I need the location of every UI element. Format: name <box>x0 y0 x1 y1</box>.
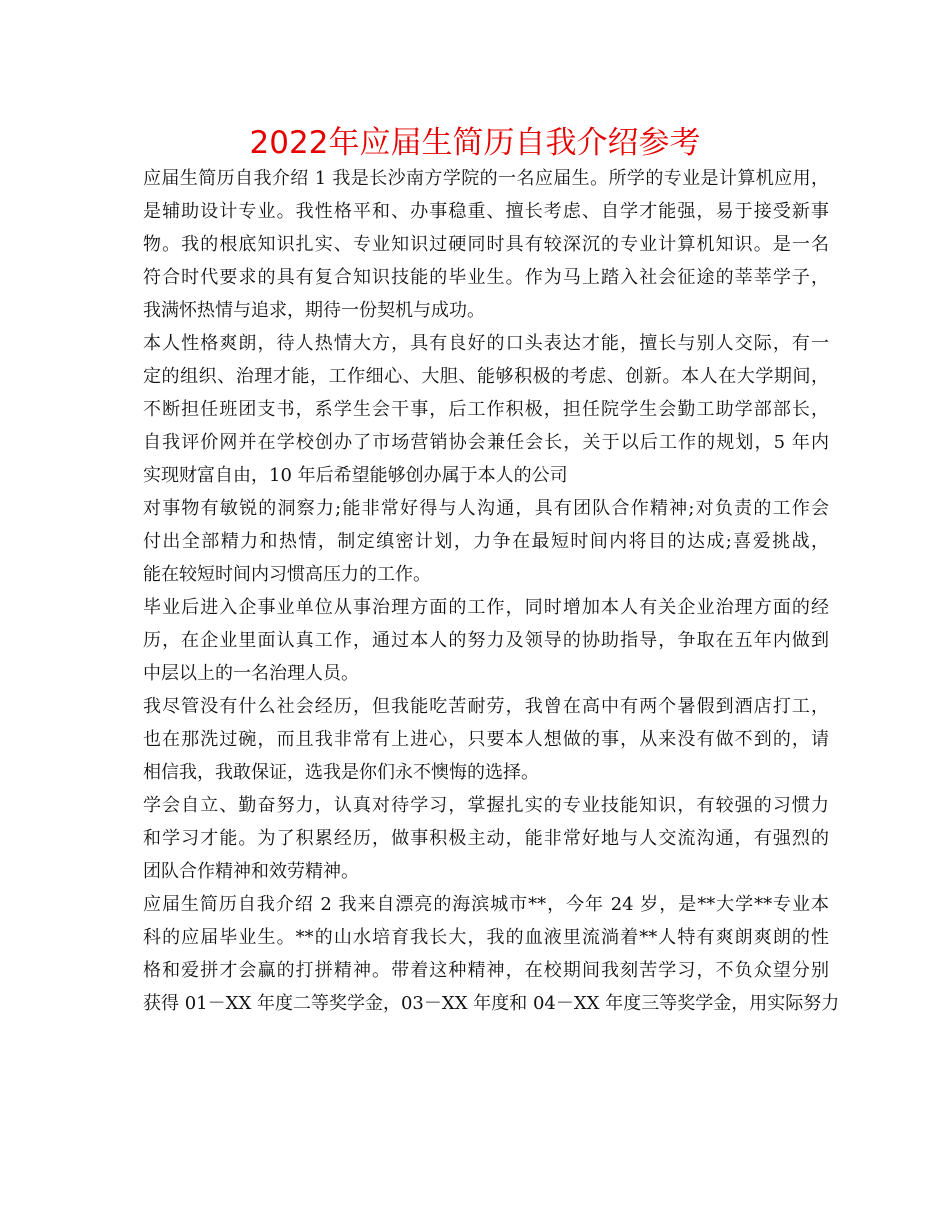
text-line: 付出全部精力和热情，制定缜密计划，力争在最短时间内将目的达成;喜爱挑战， <box>143 531 829 552</box>
text-line: 科的应届毕业生。**的山水培育我长大，我的血液里流淌着**人特有爽朗爽朗的性 <box>143 927 829 948</box>
text-line: 获得 01－XX 年度二等奖学金，03－XX 年度和 04－XX 年度三等奖学金，用实际努力 <box>143 993 840 1014</box>
text-line: 我尽管没有什么社会经历，但我能吃苦耐劳，我曾在高中有两个暑假到酒店打工， <box>143 696 829 717</box>
text-line: 是辅助设计专业。我性格平和、办事稳重、擅长考虑、自学才能强，易于接受新事 <box>143 201 829 222</box>
text-line: 本人性格爽朗，待人热情大方，具有良好的口头表达才能，擅长与别人交际，有一 <box>143 333 829 354</box>
text-line: 和学习才能。为了积累经历，做事积极主动，能非常好地与人交流沟通，有强烈的 <box>143 828 829 849</box>
text-line: 符合时代要求的具有复合知识技能的毕业生。作为马上踏入社会征途的莘莘学子， <box>143 267 829 288</box>
text-line: 格和爱拼才会赢的打拼精神。带着这种精神，在校期间我刻苦学习，不负众望分别 <box>143 960 829 981</box>
text-line: 实现财富自由，10 年后希望能够创办属于本人的公司 <box>143 465 568 486</box>
paragraph <box>143 327 829 492</box>
text-line: 也在那洗过碗，而且我非常有上进心，只要本人想做的事，从来没有做不到的，请 <box>143 729 829 750</box>
text-line: 我满怀热情与追求，期待一份契机与成功。 <box>143 300 485 321</box>
paragraph <box>143 888 840 1020</box>
document-body <box>143 162 840 1020</box>
paragraph <box>143 591 829 690</box>
paragraph <box>143 492 829 591</box>
document-title: 2022年应届生简历自我介绍参考 <box>249 125 701 161</box>
text-line: 应届生简历自我介绍 1 我是长沙南方学院的一名应届生。所学的专业是计算机应用， <box>143 168 829 189</box>
text-line: 相信我，我敢保证，选我是你们永不懊悔的选择。 <box>143 762 539 783</box>
text-line: 自我评价网并在学校创办了市场营销协会兼任会长，关于以后工作的规划，5 年内 <box>143 432 829 453</box>
text-line: 历，在企业里面认真工作，通过本人的努力及领导的协助指导，争取在五年内做到 <box>143 630 829 651</box>
text-line: 能在较短时间内习惯高压力的工作。 <box>143 564 431 585</box>
text-line: 应届生简历自我介绍 2 我来自漂亮的海滨城市**，今年 24 岁，是**大学**专业本 <box>143 894 829 915</box>
text-line: 物。我的根底知识扎实、专业知识过硬同时具有较深沉的专业计算机知识。是一名 <box>143 234 829 255</box>
paragraph <box>143 789 829 888</box>
paragraph <box>143 690 829 789</box>
text-line: 学会自立、勤奋努力，认真对待学习，掌握扎实的专业技能知识，有较强的习惯力 <box>143 795 829 816</box>
text-line: 不断担任班团支书，系学生会干事，后工作积极，担任院学生会勤工助学部部长， <box>143 399 829 420</box>
text-line: 对事物有敏锐的洞察力;能非常好得与人沟通，具有团队合作精神;对负责的工作会 <box>143 498 829 519</box>
text-line: 定的组织、治理才能，工作细心、大胆、能够积极的考虑、创新。本人在大学期间， <box>143 366 829 387</box>
paragraph <box>143 162 829 327</box>
text-line: 中层以上的一名治理人员。 <box>143 663 359 684</box>
text-line: 毕业后进入企事业单位从事治理方面的工作，同时增加本人有关企业治理方面的经 <box>143 597 829 618</box>
text-line: 团队合作精神和效劳精神。 <box>143 861 359 882</box>
